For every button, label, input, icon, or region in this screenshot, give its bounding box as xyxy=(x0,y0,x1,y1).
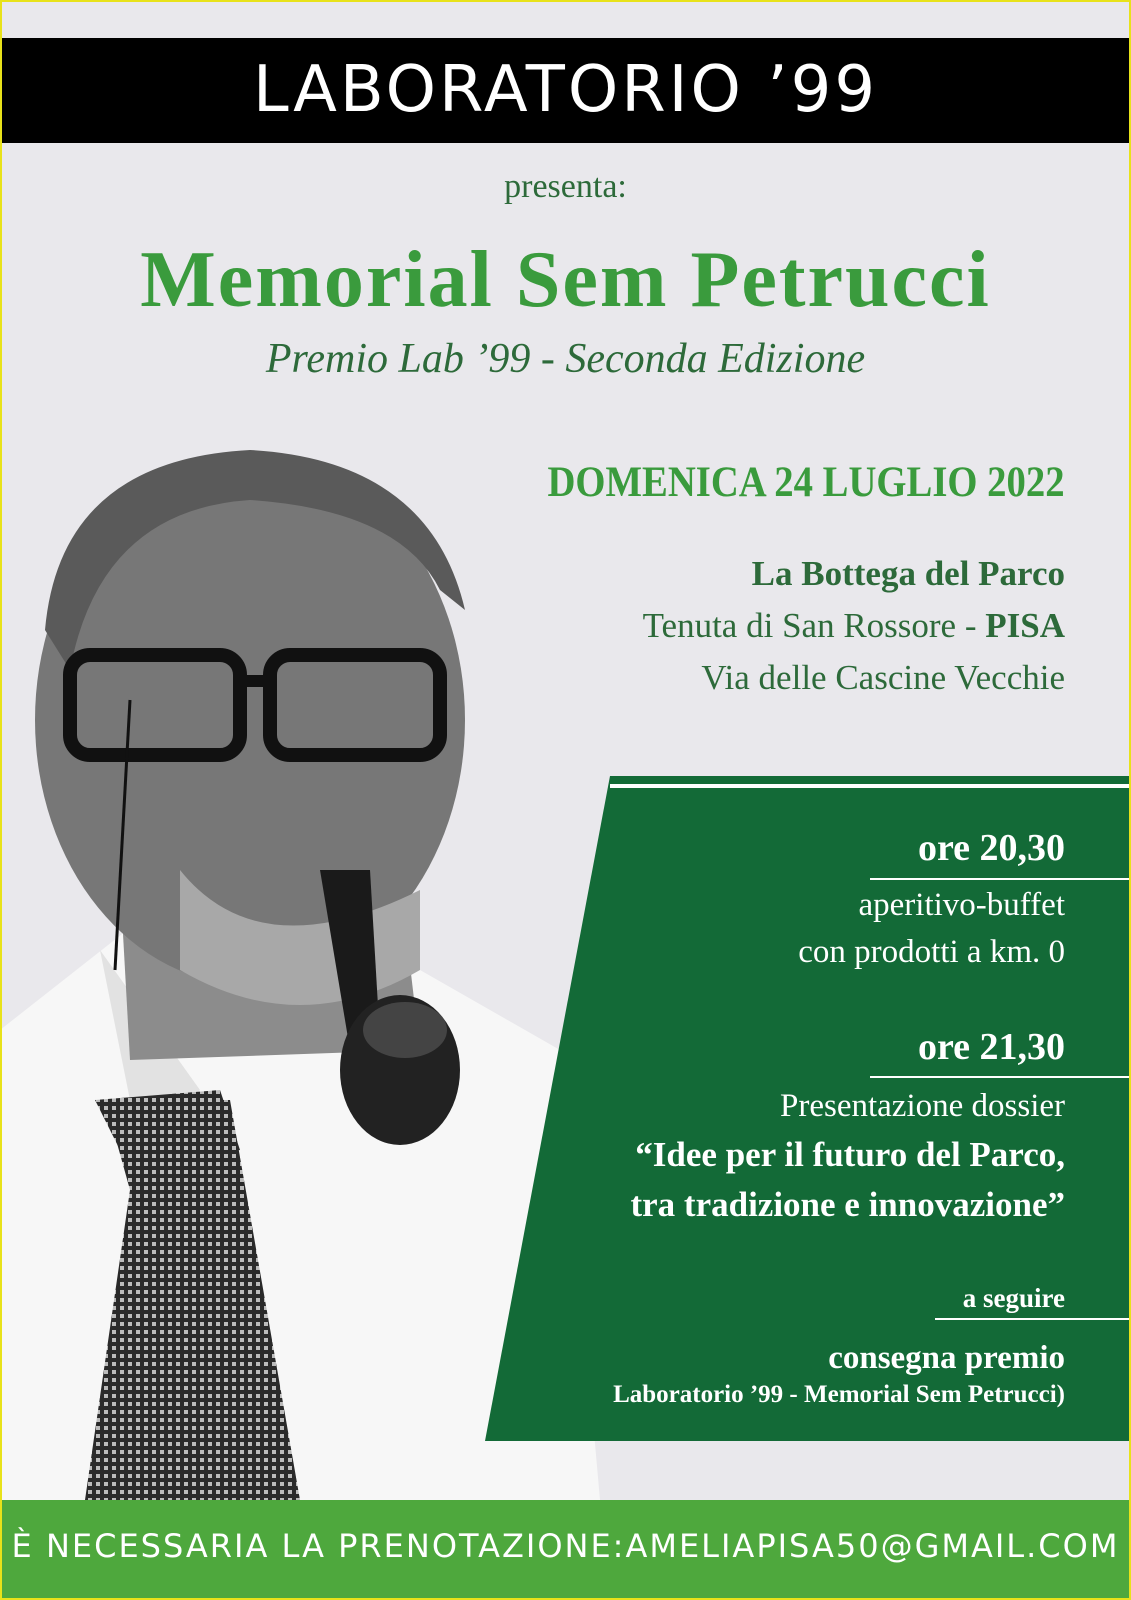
divider-3 xyxy=(935,1318,1131,1320)
venue-address: Via delle Cascine Vecchie xyxy=(701,658,1065,697)
booking-footer xyxy=(0,1500,1131,1600)
venue-location xyxy=(643,600,1065,652)
schedule-desc-1 xyxy=(798,882,1065,976)
award-detail: Laboratorio ’99 - Memorial Sem Petrucci) xyxy=(613,1381,1065,1408)
venue-block xyxy=(643,548,1065,704)
schedule-time-1 xyxy=(918,826,1065,870)
divider-1 xyxy=(870,878,1131,880)
booking-text: È NECESSARIA LA PRENOTAZIONE:AMELIAPISA50@GMAIL.COM xyxy=(11,1527,1120,1565)
event-subtitle: Premio Lab ’99 - Seconda Edizione xyxy=(265,336,866,382)
follow-text: a seguire xyxy=(962,1283,1065,1313)
divider-2 xyxy=(870,1076,1131,1078)
venue-city: PISA xyxy=(985,606,1065,645)
desc-2-line-3: tra tradizione e innovazione” xyxy=(630,1185,1065,1224)
venue-location-prefix: Tenuta di San Rossore - xyxy=(642,606,986,645)
venue-name: La Bottega del Parco xyxy=(751,554,1065,593)
header-title: LABORATORIO ’99 xyxy=(252,53,879,127)
schedule-award xyxy=(613,1340,1065,1409)
desc-1-line-1: aperitivo-buffet xyxy=(858,887,1065,923)
time-2: ore 21,30 xyxy=(917,1026,1065,1068)
schedule-follow xyxy=(963,1283,1065,1314)
event-date: DOMENICA 24 LUGLIO 2022 xyxy=(547,459,1065,506)
time-1: ore 20,30 xyxy=(917,827,1065,869)
event-title: Memorial Sem Petrucci xyxy=(140,236,991,324)
presenta-text: presenta: xyxy=(504,168,627,205)
desc-2-line-2: “Idee per il futuro del Parco, xyxy=(635,1135,1065,1174)
award-title: consegna premio xyxy=(828,1340,1065,1376)
desc-2-line-1: Presentazione dossier xyxy=(780,1088,1065,1124)
schedule-desc-2 xyxy=(630,1083,1065,1230)
header-bar xyxy=(0,38,1131,143)
schedule-time-2 xyxy=(918,1025,1065,1069)
desc-1-line-2: con prodotti a km. 0 xyxy=(798,934,1065,970)
